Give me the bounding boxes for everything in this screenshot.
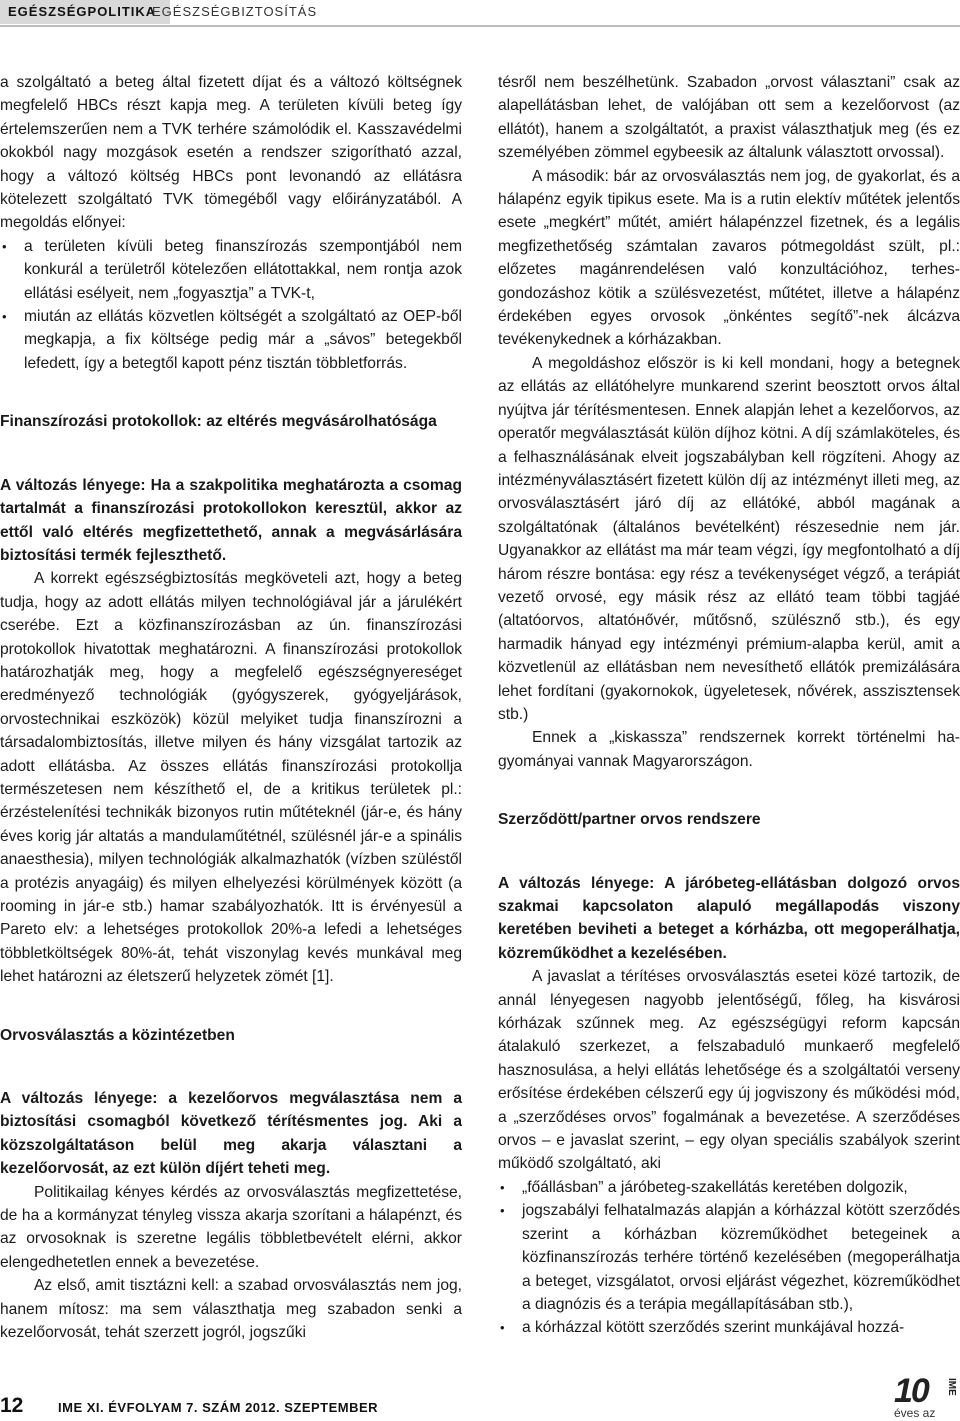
- section-lead: A változás lényege: a kezelőorvos megválasztása nem a biztosítási csomagból következő térítésmentes jog. Aki a közszolgáltatáson belül meg akarja választani a kezelőorvosát, az ezt külön díjért teheti meg.: [0, 1090, 462, 1178]
- section-heading: Finanszírozási protokollok: az eltérés megvásárolhatósága: [0, 413, 437, 431]
- bullet-item: • jogszabályi felhatalmazás alapján a kórházzal kötött szerződés szerint a kórházban közreműködhet betegeinek a közfinanszírozás terhére történő kezelésében (megoperálhatja a beteget, vizsgálatot, orvosi eljárást végezhet, közreműködhet a diagnózis és a terápia megállapításában stb.),: [498, 1199, 960, 1316]
- bullet-list: [0, 235, 462, 375]
- paragraph: A megoldáshoz először is ki kell mondani, hogy a betegnek az ellátás az ellátóhelyre munkarend szerint beosztott orvos által nyújtva jár térítésmentesen. Ennek alapján lehet a kezelőorvos, az operatőr megválasztását külön díjhoz kötni. A díj számlaköteles, és a felhasználásának elveit jogszabályban kell rögzíteni. Ahogy az intézményválasztásért fizetett külön díj az intézményt illeti meg, az orvosválasztásért járó díj az ellátóké, abból magának a szolgáltatónak (általános bevételként) részesednie nem jár. Ugyanakkor az ellátást ma már team végzi, így megfontolható a díj három részre bontása: egy rész a tevékenységet végző, a terápiát vezető orvosé, egy másik rész az ellátó team többi tagjáé (altatóorvos, altatóнővér, műtősnő, szülésznő stb.), és egy harmadik hányad egy intézményi prémium-alapba kerül, amit a közvetlenül az ellátásban nem nevesíthető ellátók premizálására lehet fordítani (gyakornokok, ügyeletesek, nővérek, asszisztensek stb.): [498, 354, 960, 723]
- left-column: [0, 71, 462, 1345]
- section-heading: Orvosválasztás a közintézetben: [0, 1026, 235, 1044]
- anniversary-logo: [894, 1372, 960, 1421]
- paragraph: A javaslat a térítéses orvosválasztás esetei közé tartozik, de annál lényegesen nagyobb jelentőségű, főleg, ha kisvárosi kórházak szűnnek meg. Az egészségügyi reform kapcsán átalakuló szerkezet, a felszabaduló munkaerő megfelelő hasznosulása, a helyi ellátás lehetősége és a szolgáltatói verseny erősítése érdekében célszerű egy új jogviszony és működési mód, a „szerződéses orvos” fogalmának a bevezetése. A szerződéses orvos – e javaslat szerint, – egy olyan speciális szabályok szerint működő szolgáltató, aki: [498, 968, 960, 1173]
- logo-number: 10: [894, 1372, 928, 1410]
- section-lead: A változás lényege: A járóbeteg-ellátásban dolgozó orvos szakmai kapcsolaton alapuló megállapodás viszony keretében beviheti a beteget a kórházba, ott megoperálhatja, közreműködhet a kezelésében.: [498, 874, 960, 962]
- section-heading: Szerződött/partner orvos rendszere: [498, 811, 761, 829]
- logo-side-text: IME: [946, 1378, 957, 1396]
- paragraph: A második: bár az orvosválasztás nem jog, de gyakorlat, és a hálapénz egyik tipikus esete. Ma is a rutin elektív műtétek jelentős esete „megkért” műtét, amiért hálapénzzel fizetnek, és a legális megfizethetőség számtalan zavaros pótmegoldást szült, pl.: előzetes magánrendelésen való konzultációhoz, terhes-gondozáshoz kötik a szülésvezetést, műtétet, illetve a hálapénz érdekében egyes orvosok „önkéntes segítő”-nek álcázva tevékenykednek a kórházakban.: [498, 167, 960, 349]
- page-number: 12: [0, 1394, 24, 1417]
- logo-subtitle: éves az: [894, 1406, 936, 1420]
- right-column: [498, 71, 960, 1340]
- journal-issue: IME XI. ÉVFOLYAM 7. SZÁM 2012. SZEPTEMBER: [58, 1400, 379, 1415]
- page-footer: [0, 1372, 960, 1421]
- header-divider: [0, 25, 960, 27]
- bullet-item: • miután az ellátás közvetlen költségét a szolgáltató az OEP-ből megkapja, a fix költsége pedig már a „sávos” betegekből lefedett, így a betegtől kapott pénz tisztán többletforrás.: [0, 305, 462, 375]
- paragraph: tésről nem beszélhetünk. Szabadon „orvost választani” csak az alapellátásban lehet, de valójában ott sem a kezelőorvost (az ellátót), hanem a szolgáltatót, a praxist választhatjuk meg (és ez személyében zömmel egybeesik az általunk választott orvossal).: [498, 74, 960, 162]
- paragraph: Az első, amit tisztázni kell: a szabad orvosválasztás nem jog, hanem mítosz: ma sem választhatja meg szabadon senki a kezelőorvosát, tehát szerzett jogról, jogszűki: [0, 1277, 462, 1342]
- section-tab-egeszsegbiztositas: EGÉSZSÉGBIZTOSÍTÁS: [152, 4, 318, 19]
- section-tab-egeszsegpolitika: EGÉSZSÉGPOLITIKA: [0, 0, 170, 24]
- bullet-item: • „főállásban” a járóbeteg-szakellátás keretében dolgozik,: [498, 1176, 960, 1199]
- paragraph: a szolgáltató a beteg által fizetett díjat és a változó költségnek megfelelő HBCs részt kapja meg. A területen kívüli beteg így értelemszerűen nem a TVK terhére számolódik el. Kasszavédelmi okokból nagy mozgások esetén a rendszer szigorítható azzal, hogy a változó költség HBCs pont levonandó az ellátásra kötelezett szolgáltató TVK tömegéből vagy előirányzatából. A megoldás előnyei:: [0, 74, 462, 232]
- paragraph: A korrekt egészségbiztosítás megköveteli azt, hogy a beteg tudja, hogy az adott ellátás milyen technológiával jár a járulékért cserébe. Ezt a közfinanszírozásban az ún. finanszírozási protokollok hivatottak meghatározni. A finanszírozási protokollok határozhatják meg, hogy a megfelelő egészségnyereséget eredményező technológiák (gyógyszerek, gyógyeljárások, orvostechnikai eszközök) közül melyiket tudja finanszírozni a társadalombiztosítás, illetve milyen és hány vizsgálat tartozik az adott ellátásba. Az összes ellátás finanszírozási protokollja természetesen nem készíthető el, de a kritikus területek pl.: érzéstelenítési technikák bizonyos rutin műtéteknél (jár-e, és hány éves korig jár altatás a mandulaműtétnél, szülésnél jár-e a spinális anaesthesia), milyen technológiák alkalmazhatók (vízben szüléstől a protézis anyagáig) és milyen elhelyezési körülmények között (a rooming in jár-e stb.) hamar szabályozhatók. Itt is érvényesül a Pareto elv: a lehetséges protokollok 20%-a lefedi a lehetséges többletköltségek 80%-át, tehát viszonylag kevés munkával meg lehet határozni az életszerű helyzetek zömét [1].: [0, 570, 462, 986]
- section-lead: A változás lényege: Ha a szakpolitika meghatározta a csomag tartalmát a finanszírozási protokollokon keresztül, akkor az ettől való eltérés megfizettethető, annak a megvásárlására biztosítási termék fejleszthető.: [0, 476, 462, 564]
- bullet-item: • a területen kívüli beteg finanszírozás szempontjából nem konkurál a területről kötelezően ellátottakkal, nem rontja azok ellátási esélyeit, nem „fogyasztja” a TVK-t,: [0, 235, 462, 305]
- paragraph: Politikailag kényes kérdés az orvosválasztás megfizettetése, de ha a kormányzat tényleg vissza akarja szorítani a hálapénzt, és az orvosoknak is szeretne legális többletbevételt elérni, akkor elengedhetetlen ennek a bevezetése.: [0, 1183, 462, 1271]
- bullet-item: • a kórházzal kötött szerződés szerint munkájával hozzá-: [498, 1316, 960, 1339]
- page-header: [0, 0, 960, 26]
- paragraph: Ennek a „kiskassza” rendszernek korrekt történelmi hagyományai vannak Magyarországon.: [498, 729, 960, 770]
- bullet-list: [498, 1176, 960, 1340]
